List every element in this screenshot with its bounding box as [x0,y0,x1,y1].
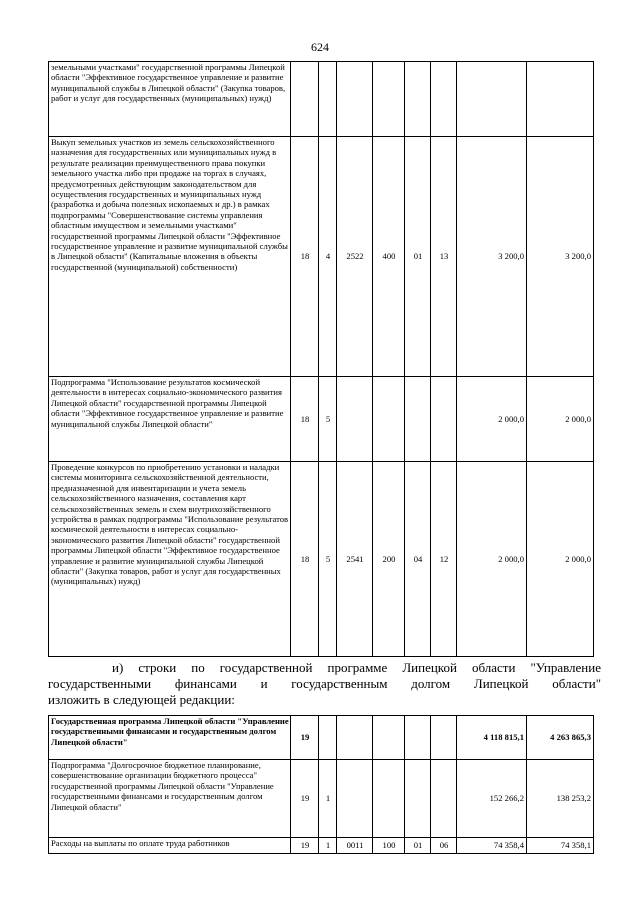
row-description: Расходы на выплаты по оплате труда работников [49,838,291,854]
budget-table-continued [48,61,594,657]
cell-section [405,62,431,137]
cell-admin: 19 [291,838,319,854]
page-number: 624 [311,40,329,54]
row-description: Выкуп земельных участков из земель сельскохозяйственного назначения для государственных или муниципальных нужд в результате реализации преимущественного права покупки земельного участка либо при продаже на торгах в случаях, предусмотренных действующим законодательством для осуществления государственных и муниципальных нужд (разработка и добыча полезных ископаемых и др.) в рамках подпрограммы "Совершенствование системы управления областным имуществом и земельными участками" государственной программы Липецкой области "Эффективное государственное управление и развитие муниципальной службы в Липецкой области" (Капитальные вложения в объекты государственной (муниципальной) собственности) [49,137,291,377]
cell-amount-year-2: 4 263 865,3 [527,716,594,760]
cell-direction [337,760,373,838]
cell-section: 01 [405,137,431,377]
cell-subsection: 06 [431,838,457,854]
cell-subsection [431,760,457,838]
cell-subsection [431,62,457,137]
cell-amount-year-2: 3 200,0 [527,137,594,377]
cell-section [405,760,431,838]
cell-amount-year-1: 3 200,0 [457,137,527,377]
table-row [49,760,594,838]
cell-expense-type [373,716,405,760]
row-description: Проведение конкурсов по приобретению установки и наладки системы мониторинга сельскохозяйственной деятельности, предназначенной для инвентаризации и учета земель сельскохозяйственного назначения, составления карт сельскохозяйственных земель и схем внутрихозяйственного устройства в рамках подпрограммы "Использование результатов космической деятельности в интересах социально-экономического развития Липецкой области" государственной программы Липецкой области "Эффективное государственное управление и развитие муниципальной службы Липецкой области" (Закупка товаров, работ и услуг для государственных (муниципальных) нужд) [49,462,291,657]
cell-section: 04 [405,462,431,657]
table-row [49,462,594,657]
cell-admin: 18 [291,137,319,377]
cell-expense-type [373,62,405,137]
cell-amount-year-1: 152 266,2 [457,760,527,838]
cell-amount-year-1: 74 358,4 [457,838,527,854]
instruction-line-3: изложить в следующей редакции: [48,692,235,707]
cell-subprogram: 4 [319,137,337,377]
cell-expense-type: 100 [373,838,405,854]
cell-section: 01 [405,838,431,854]
cell-amount-year-1 [457,62,527,137]
cell-direction: 2522 [337,137,373,377]
amendment-instruction [48,660,601,708]
cell-expense-type [373,760,405,838]
cell-subprogram: 5 [319,462,337,657]
cell-direction [337,716,373,760]
cell-section [405,377,431,462]
cell-admin: 19 [291,760,319,838]
cell-direction: 2541 [337,462,373,657]
cell-amount-year-1: 4 118 815,1 [457,716,527,760]
row-description: Подпрограмма "Долгосрочное бюджетное планирование, совершенствование организации бюджетного процесса" государственной программы Липецкой области "Управление государственными финансами и государственным долгом Липецкой области" [49,760,291,838]
cell-amount-year-2: 138 253,2 [527,760,594,838]
cell-amount-year-2: 2 000,0 [527,377,594,462]
cell-subprogram: 1 [319,838,337,854]
cell-section [405,716,431,760]
table-row [49,62,594,137]
cell-subprogram: 5 [319,377,337,462]
budget-table-new-edition [48,715,594,854]
row-description: Подпрограмма "Использование результатов космической деятельности в интересах социально-экономического развития Липецкой области" государственной программы Липецкой области "Эффективное государственное управление и развитие муниципальной службы Липецкой области" [49,377,291,462]
cell-admin: 19 [291,716,319,760]
table-row [49,838,594,854]
cell-subsection: 12 [431,462,457,657]
cell-amount-year-1: 2 000,0 [457,462,527,657]
cell-subsection: 13 [431,137,457,377]
row-description: Государственная программа Липецкой области "Управление государственными финансами и государственным долгом Липецкой области" [49,716,291,760]
instruction-line-1: и) строки по государственной программе Липецкой области "Управление [112,660,601,675]
cell-subprogram: 1 [319,760,337,838]
table-row [49,716,594,760]
cell-subprogram [319,62,337,137]
cell-admin: 18 [291,377,319,462]
cell-direction [337,377,373,462]
cell-direction: 0011 [337,838,373,854]
cell-expense-type: 400 [373,137,405,377]
cell-admin [291,62,319,137]
table-row [49,137,594,377]
cell-direction [337,62,373,137]
cell-expense-type: 200 [373,462,405,657]
cell-amount-year-2 [527,62,594,137]
cell-amount-year-2: 74 358,1 [527,838,594,854]
cell-amount-year-2: 2 000,0 [527,462,594,657]
cell-amount-year-1: 2 000,0 [457,377,527,462]
instruction-line-2: государственными финансами и государственным долгом Липецкой области" [48,676,601,691]
cell-subsection [431,716,457,760]
cell-subsection [431,377,457,462]
cell-expense-type [373,377,405,462]
cell-subprogram [319,716,337,760]
cell-admin: 18 [291,462,319,657]
row-description: земельными участками" государственной программы Липецкой области "Эффективное государственное управление и развитие муниципальной службы в Липецкой области" (Закупка товаров, работ и услуг для государственных (муниципальных) нужд) [49,62,291,137]
table-row [49,377,594,462]
